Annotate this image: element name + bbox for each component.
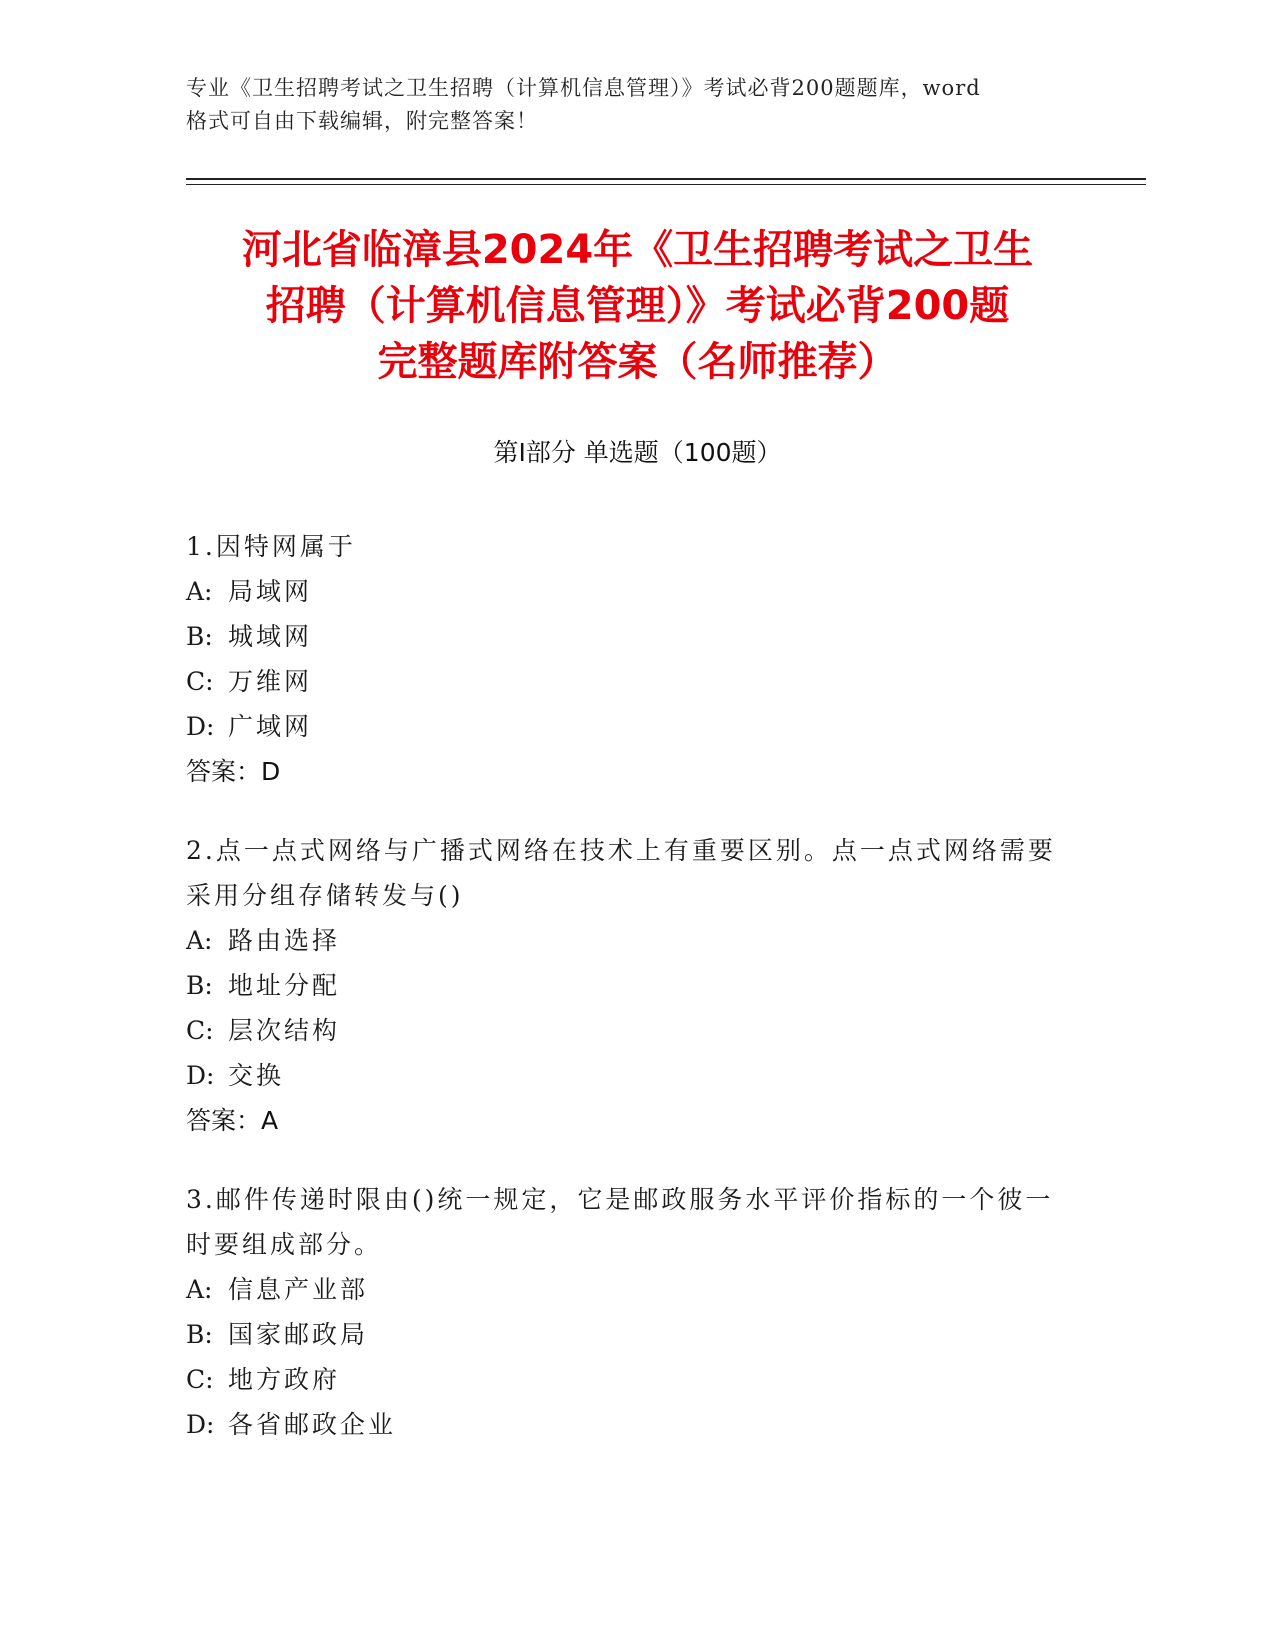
header-divider-thin <box>186 184 1146 185</box>
option-text: 城域网 <box>228 622 313 651</box>
option-a <box>186 1267 1066 1312</box>
option-text: 广域网 <box>228 712 313 741</box>
question-answer: 答案：D <box>186 757 281 786</box>
option-b <box>186 963 1066 1008</box>
option-key: A: <box>186 577 213 606</box>
option-c <box>186 659 1066 704</box>
option-key: C: <box>186 1365 214 1394</box>
option-text: 各省邮政企业 <box>228 1410 397 1439</box>
option-b <box>186 1312 1066 1357</box>
question-stem: 1.因特网属于 <box>186 532 356 561</box>
option-text: 万维网 <box>228 667 313 696</box>
header-note-line-2: 格式可自由下载编辑，附完整答案！ <box>186 109 538 133</box>
option-key: C: <box>186 667 214 696</box>
document-title-line-3: 完整题库附答案（名师推荐） <box>377 339 898 385</box>
option-key: A: <box>186 926 213 955</box>
option-key: B: <box>186 622 213 651</box>
header-divider-thick <box>186 178 1146 180</box>
question-list <box>186 524 1066 1481</box>
question-3 <box>186 1177 1066 1447</box>
option-text: 交换 <box>228 1061 285 1090</box>
option-text: 层次结构 <box>228 1016 341 1045</box>
question-2 <box>186 828 1066 1143</box>
header-note <box>186 72 1086 138</box>
question-stem: 3.邮件传递时限由()统一规定，它是邮政服务水平评价指标的一个彼一时要组成部分。 <box>186 1185 1054 1259</box>
header-note-line-1: 专业《卫生招聘考试之卫生招聘（计算机信息管理）》考试必背200题题库，word <box>186 76 981 100</box>
question-answer: 答案：A <box>186 1106 279 1135</box>
option-text: 地方政府 <box>228 1365 341 1394</box>
option-d <box>186 704 1066 749</box>
option-b <box>186 614 1066 659</box>
option-text: 国家邮政局 <box>228 1320 369 1349</box>
option-key: D: <box>186 712 215 741</box>
option-text: 地址分配 <box>228 971 341 1000</box>
option-key: C: <box>186 1016 214 1045</box>
option-d <box>186 1053 1066 1098</box>
option-c <box>186 1008 1066 1053</box>
document-title <box>170 222 1105 390</box>
option-text: 路由选择 <box>228 926 341 955</box>
option-text: 信息产业部 <box>228 1275 369 1304</box>
document-title-line-2: 招聘（计算机信息管理）》考试必背200题 <box>265 283 1010 329</box>
option-key: D: <box>186 1410 215 1439</box>
option-text: 局域网 <box>228 577 313 606</box>
section-title: 第Ⅰ部分 单选题（100题） <box>493 438 782 467</box>
document-title-line-1: 河北省临漳县2024年《卫生招聘考试之卫生 <box>241 227 1034 273</box>
option-a <box>186 569 1066 614</box>
option-d <box>186 1402 1066 1447</box>
option-key: B: <box>186 1320 213 1349</box>
option-a <box>186 918 1066 963</box>
option-c <box>186 1357 1066 1402</box>
question-1 <box>186 524 1066 794</box>
question-stem: 2.点一点式网络与广播式网络在技术上有重要区别。点一点式网络需要采用分组存储转发与() <box>186 836 1056 910</box>
option-key: B: <box>186 971 213 1000</box>
option-key: D: <box>186 1061 215 1090</box>
option-key: A: <box>186 1275 213 1304</box>
